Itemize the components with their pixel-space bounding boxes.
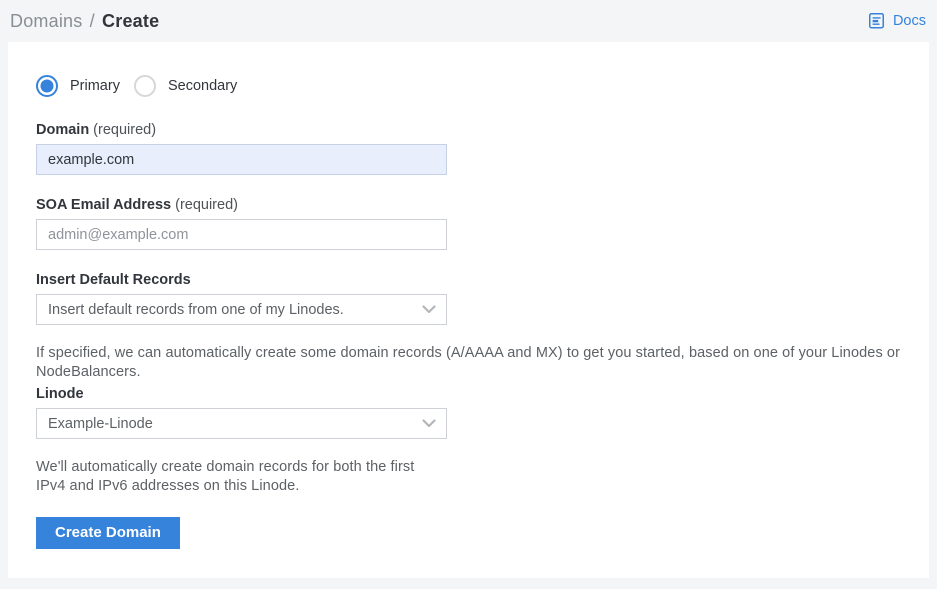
domain-type-radio-group	[36, 72, 901, 100]
radio-label-primary: Primary	[70, 78, 120, 94]
breadcrumb-domains[interactable]: Domains	[10, 10, 83, 31]
breadcrumb	[10, 11, 159, 32]
linode-field	[36, 386, 901, 439]
document-icon	[868, 12, 886, 30]
radio-label-secondary: Secondary	[167, 78, 238, 94]
breadcrumb-separator: /	[89, 10, 95, 31]
radio-button-secondary[interactable]	[134, 75, 156, 97]
soa-email-label: SOA Email Address (required)	[36, 197, 238, 213]
linode-label: Linode	[36, 386, 84, 402]
radio-option-primary[interactable]	[36, 75, 120, 97]
linode-help-text: We'll automatically create domain records for both the first IPv4 and IPv6 addresses on this Linode.	[36, 459, 415, 494]
page-title: Create	[102, 10, 160, 31]
radio-button-primary[interactable]	[36, 75, 58, 97]
domain-field	[36, 122, 901, 175]
create-domain-card	[8, 42, 929, 578]
page-header	[0, 0, 937, 42]
insert-default-records-selected-value: Insert default records from one of my Linodes.	[48, 301, 344, 318]
soa-email-field	[36, 197, 901, 250]
domain-label: Domain (required)	[36, 122, 157, 138]
docs-link[interactable]	[868, 12, 926, 30]
insert-default-records-field	[36, 272, 901, 325]
soa-email-input[interactable]	[36, 219, 447, 250]
create-domain-button[interactable]: Create Domain	[36, 517, 180, 549]
domain-input[interactable]	[36, 144, 447, 175]
insert-default-records-select[interactable]	[36, 294, 447, 325]
chevron-down-icon	[422, 416, 436, 432]
chevron-down-icon	[422, 302, 436, 318]
linode-select[interactable]	[36, 408, 447, 439]
linode-selected-value: Example-Linode	[48, 415, 153, 432]
insert-default-records-help-text: If specified, we can automatically create some domain records (A/AAAA and MX) to get you started, based on one of your Linodes or NodeBalancers.	[36, 345, 901, 380]
insert-default-records-label: Insert Default Records	[36, 272, 191, 288]
docs-link-label: Docs	[892, 13, 926, 29]
radio-option-secondary[interactable]	[134, 75, 237, 97]
